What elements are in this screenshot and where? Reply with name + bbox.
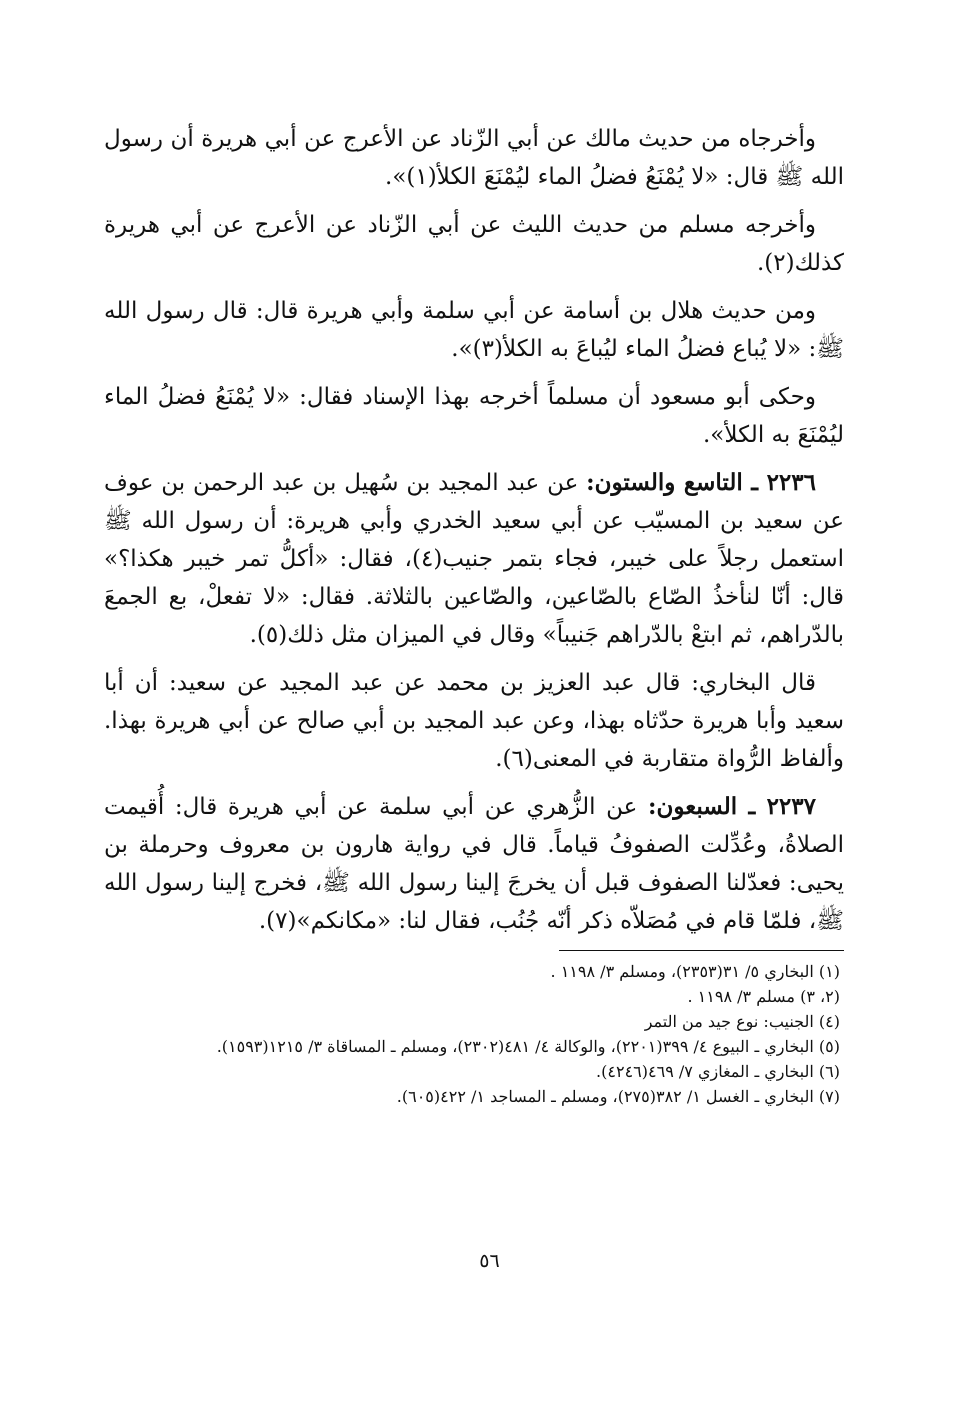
page-number: ٥٦ (479, 1250, 500, 1272)
paragraph-1-text: وأخرجاه من حديث مالك عن أبي الزّناد عن الأعرج عن أبي هريرة أن رسول الله ﷺ قال: «لا يُمْنَعُ فضلُ الماء ليُمْنَعَ الكلأ(١)». (104, 126, 844, 190)
paragraph-2 (104, 206, 844, 282)
footnote-6: (٦) البخاري ـ المغازي ٧/ ٤٦٩(٤٢٤٦). (596, 1062, 840, 1081)
paragraph-6-text: قال البخاري: قال عبد العزيز بن محمد عن عبد المجيد عن سعيد: أن أبا سعيد وأبا هريرة حدّثاه بهذا، وعن عبد المجيد بن أبي صالح عن أبي هريرة بهذا. وألفاظ الرُّواة متقاربة في المعنى(٦). (104, 670, 844, 772)
footnote-7: (٧) البخاري ـ الغسل ١/ ٣٨٢(٢٧٥)، ومسلم ـ المساجد ١/ ٤٢٢(٦٠٥). (396, 1087, 840, 1106)
footnote-separator (559, 950, 844, 951)
page-body (104, 120, 844, 1109)
footnote-1: (١) البخاري ٥/ ٣١(٢٣٥٣)، ومسلم ٣/ ١١٩٨ . (550, 962, 840, 981)
footnotes (104, 959, 844, 1109)
paragraph-3-text: ومن حديث هلال بن أسامة عن أبي سلمة وأبي هريرة قال: قال رسول الله ﷺ: «لا يُباع فضلُ الماء ليُباعَ به الكلأ(٣)». (104, 298, 844, 362)
paragraph-4-text: وحكى أبو مسعود أن مسلماً أخرجه بهذا الإسناد فقال: «لا يُمْنَعُ فضلُ الماء ليُمْنَعَ به الكلأ». (104, 384, 844, 448)
footnote-5: (٥) البخاري ـ البيوع ٤/ ٣٩٩(٢٢٠١)، والوكالة ٤/ ٤٨١(٢٣٠٢)، ومسلم ـ المساقاة ٣/ ١٢١٥(١٥٩٣). (216, 1037, 840, 1056)
paragraph-4 (104, 378, 844, 454)
hadith-2237-heading: ٢٢٣٧ ـ السبعون: (647, 793, 816, 820)
paragraph-2-text: وأخرجه مسلم من حديث الليث عن أبي الزّناد عن الأعرج عن أبي هريرة كذلك(٢). (104, 212, 844, 276)
hadith-2237-text: عن الزُّهري عن أبي سلمة عن أبي هريرة قال: أُقيمت الصلاةُ، وعُدِّلت الصفوفُ قياماً. قال في رواية هارون بن معروف وحرملة بن يحيى: فعدّلنا الصفوف قبل أن يخرجَ إلينا رسول الله ﷺ، فخرج إلينا رسول الله ﷺ، فلمّا قام في مُصَلاّه ذكر أنّه جُنُب، فقال لنا: «مكانكم»(٧). (104, 794, 844, 934)
footnote-4: (٤) الجنيب: نوع جيد من التمر (644, 1012, 840, 1031)
footnote-2-3: (٢، ٣) مسلم ٣/ ١١٩٨ . (687, 987, 840, 1006)
paragraph-3 (104, 292, 844, 368)
paragraph-1 (104, 120, 844, 196)
paragraph-6 (104, 664, 844, 778)
hadith-2237 (104, 788, 844, 940)
hadith-2236 (104, 464, 844, 654)
hadith-2236-text: عن عبد المجيد بن سُهيل بن عبد الرحمن بن عوف عن سعيد بن المسيّب عن أبي سعيد الخدري وأبي هريرة: أن رسول الله ﷺ استعمل رجلاً على خيبر، فجاء بتمر جنيب(٤)، فقال: «أكلُّ تمر خيبر هكذا؟» قال: أنّا لنأخذُ الصّاع بالصّاعين، والصّاعين بالثلاثة. فقال: «لا تفعلْ، بع الجمعَ بالدّراهم، ثم ابتعْ بالدّراهم جَنيباً» وقال في الميزان مثل ذلك(٥). (104, 470, 844, 648)
hadith-2236-heading: ٢٢٣٦ ـ التاسع والستون: (586, 469, 816, 496)
